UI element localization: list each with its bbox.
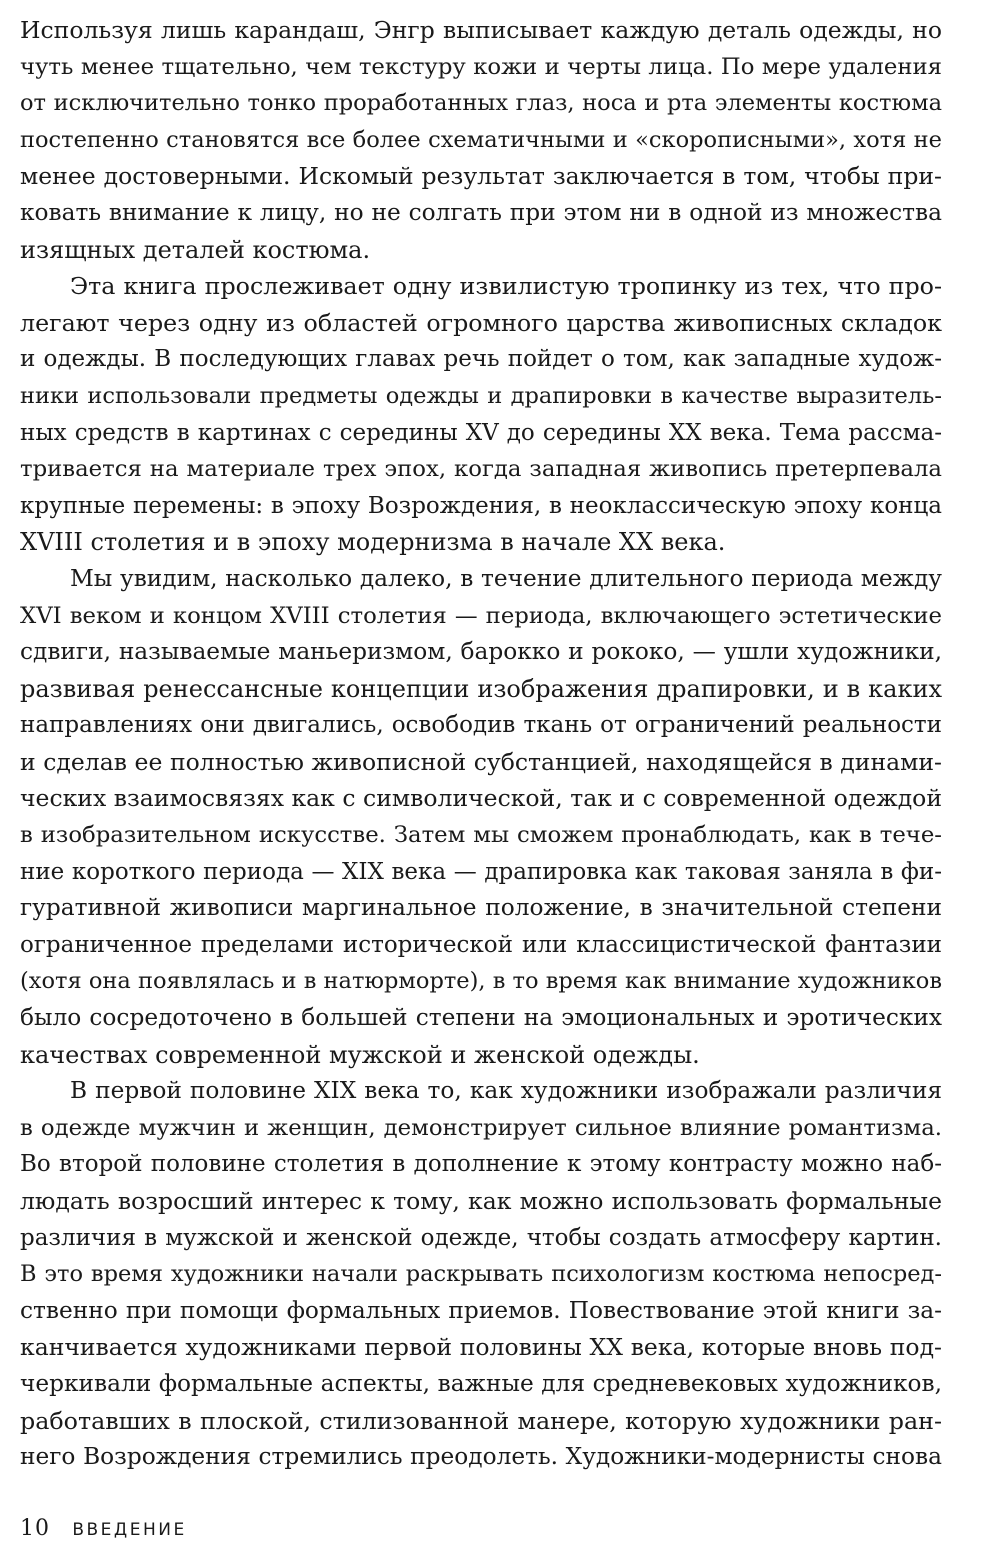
text-line: тривается на материале трех эпох, когда западная живопись претерпевала bbox=[20, 456, 942, 483]
text-line: ограниченное пределами исторической или классицистической фантазии bbox=[20, 931, 942, 958]
text-line: Мы увидим, насколько далеко, в течение длительного периода между bbox=[70, 564, 942, 592]
text-line: (хотя она появлялась и в натюрморте), в то время как внимание художников bbox=[20, 968, 942, 995]
text-line: ковать внимание к лицу, но не солгать при этом ни в одной из множества bbox=[20, 198, 942, 226]
text-line: ных средств в картинах с середины XV до середины XX века. Тема рассма- bbox=[20, 419, 942, 446]
text-line: легают через одну из областей огромного царства живописных складок bbox=[20, 308, 942, 337]
text-line: развивая ренессансные концепции изображения драпировки, и в каких bbox=[20, 674, 942, 703]
text-line: в одежде мужчин и женщин, демонстрирует сильное влияние романтизма. bbox=[20, 1114, 942, 1141]
text-line: и одежды. В последующих главах речь пойдет о том, как западные худож- bbox=[20, 346, 942, 373]
text-line: работавших в плоской, стилизованной манере, которую художники ран- bbox=[20, 1406, 942, 1435]
paragraph-1 bbox=[20, 12, 942, 268]
text-line: Используя лишь карандаш, Энгр выписывает каждую деталь одежды, но bbox=[20, 16, 942, 44]
text-line: ние короткого периода — XIX века — драпировка как таковая заняла в фи- bbox=[20, 858, 942, 885]
text-line: сдвиги, называемые маньеризмом, барокко и рококо, — ушли художники, bbox=[20, 638, 942, 666]
text-line: В это время художники начали раскрывать психологизм костюма непосред- bbox=[20, 1261, 942, 1288]
paragraph-2 bbox=[20, 268, 942, 561]
text-line: от исключительно тонко проработанных глаз, носа и рта элементы костюма bbox=[20, 90, 942, 117]
page-number: 10 bbox=[20, 1516, 50, 1541]
text-line: ческих взаимосвязях как с символической, так и с современной одеждой bbox=[20, 784, 942, 813]
paragraph-4 bbox=[20, 1073, 942, 1476]
running-head: ВВЕДЕНИЕ bbox=[72, 1520, 187, 1540]
page-footer bbox=[20, 1516, 187, 1541]
text-line: в изобразительном искусстве. Затем мы сможем пронаблюдать, как в тече- bbox=[20, 822, 942, 849]
text-line: и сделав ее полностью живописной субстанцией, находящейся в динами- bbox=[20, 747, 942, 776]
text-line: изящных деталей костюма. bbox=[20, 235, 371, 264]
text-line: гуративной живописи маргинальное положение, в значительной степени bbox=[20, 894, 942, 922]
paragraph-3 bbox=[20, 561, 942, 1073]
text-line: крупные перемены: в эпоху Возрождения, в неоклассическую эпоху конца bbox=[20, 492, 942, 519]
text-line: XVIII столетия и в эпоху модернизма в начале XX века. bbox=[20, 528, 726, 557]
text-line: различия в мужской и женской одежде, чтобы создать атмосферу картин. bbox=[20, 1224, 942, 1251]
text-line: качествах современной мужской и женской одежды. bbox=[20, 1040, 700, 1069]
page-body bbox=[20, 12, 942, 1476]
text-line: него Возрождения стремились преодолеть. Художники-модернисты снова bbox=[20, 1443, 942, 1471]
text-line: людать возросший интерес к тому, как можно использовать формальные bbox=[20, 1187, 942, 1215]
text-line: Во второй половине столетия в дополнение к этому контрасту можно наб- bbox=[20, 1151, 942, 1178]
text-line: ственно при помощи формальных приемов. Повествование этой книги за- bbox=[20, 1296, 942, 1324]
text-line: было сосредоточено в большей степени на эмоциональных и эротических bbox=[20, 1004, 942, 1032]
text-line: менее достоверными. Искомый результат заключается в том, чтобы при- bbox=[20, 162, 942, 191]
text-line: В первой половине XIX века то, как художники изображали различия bbox=[70, 1077, 942, 1105]
text-line: Эта книга прослеживает одну извилистую тропинку из тех, что про- bbox=[70, 272, 942, 301]
text-line: ники использовали предметы одежды и драпировки в качестве выразитель- bbox=[20, 382, 942, 409]
text-line: черкивали формальные аспекты, важные для средневековых художников, bbox=[20, 1369, 942, 1397]
text-line: канчивается художниками первой половины XX века, которые вновь под- bbox=[20, 1333, 942, 1362]
text-line: постепенно становятся все более схематичными и «скорописными», хотя не bbox=[20, 126, 942, 153]
text-line: направлениях они двигались, освободив ткань от ограничений реальности bbox=[20, 712, 942, 739]
text-line: чуть менее тщательно, чем текстуру кожи и черты лица. По мере удаления bbox=[20, 53, 942, 80]
text-line: XVI веком и концом XVIII столетия — периода, включающего эстетические bbox=[20, 602, 942, 629]
